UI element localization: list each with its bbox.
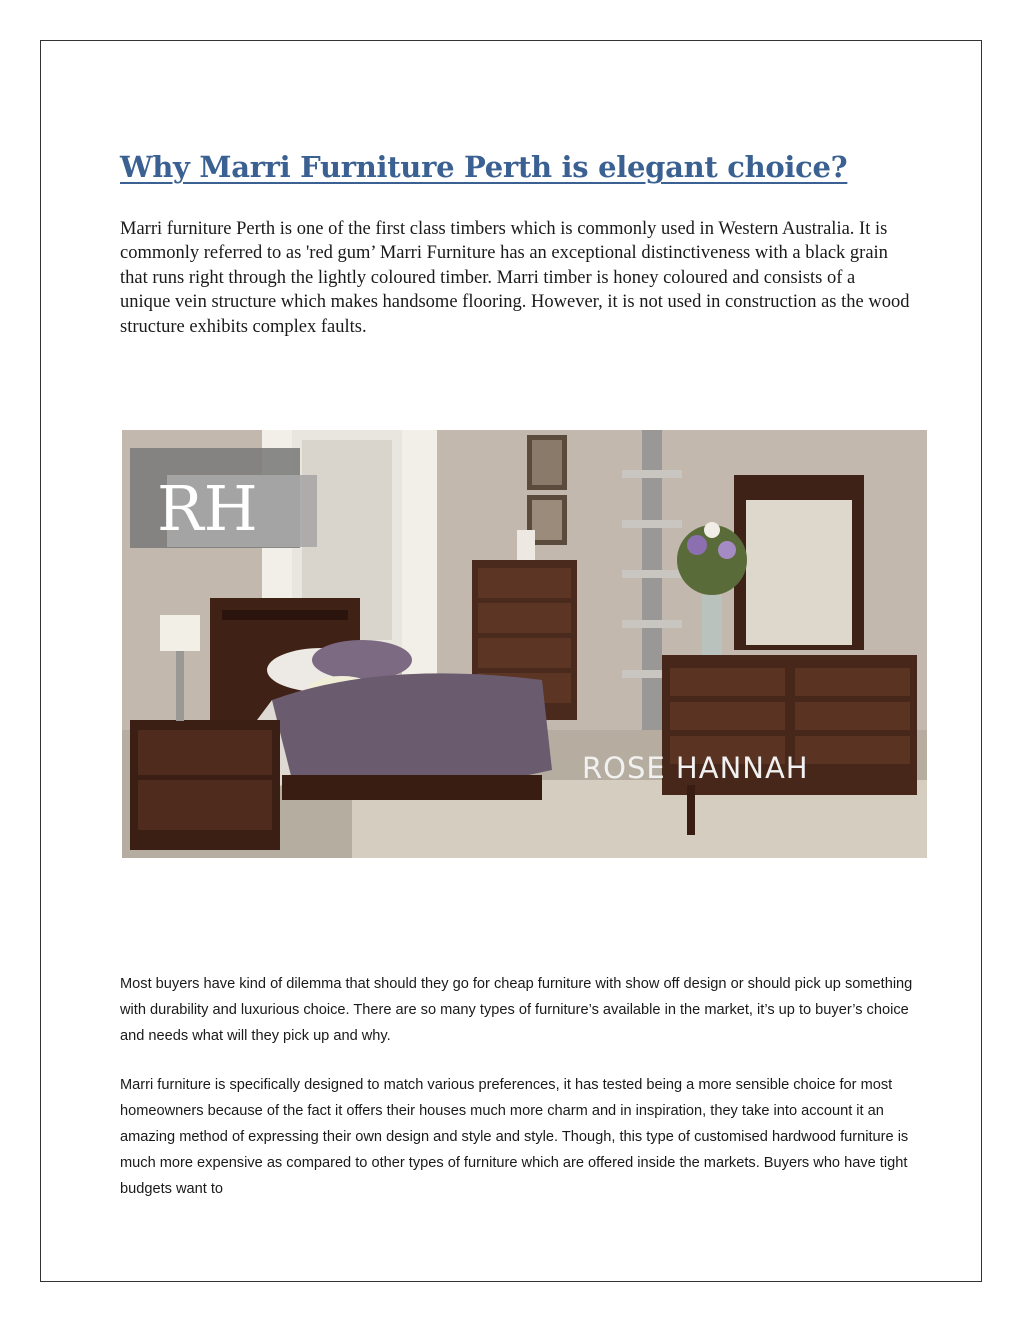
bedroom-furniture-photo — [122, 430, 927, 858]
paragraph-2: Most buyers have kind of dilemma that should they go for cheap furniture with show off design or should pick up something with durability and luxurious choice. There are so many types of furniture’s available in the market, it’s up to buyer’s choice and needs what will they pick up and why. — [120, 976, 913, 1044]
intro-paragraph: Marri furniture Perth is one of the first class timbers which is commonly used in Western Australia. It is commonly referred to as 'red gum’ Marri Furniture has an exceptional distinctiveness with a black grain that runs right through the lightly coloured timber. Marri timber is honey coloured and consists of a unique vein structure which makes handsome flooring. However, it is not used in construction as the wood structure exhibits complex faults. — [120, 219, 910, 337]
page-title: Why Marri Furniture Perth is elegant choice? — [120, 150, 848, 184]
paragraph-3: Marri furniture is specifically designed to match various preferences, it has tested being a more sensible choice for most homeowners because of the fact it offers their houses much more charm and in inspiration, they take into account it an amazing method of expressing their own design and style and style. Though, this type of customised hardwood furniture is much more expensive as compared to other types of furniture which are offered inside the markets. Buyers who have tight budgets want to — [120, 1077, 909, 1197]
logo-mark: RH — [157, 472, 258, 545]
brand-text: ROSE HANNAH — [582, 751, 809, 785]
